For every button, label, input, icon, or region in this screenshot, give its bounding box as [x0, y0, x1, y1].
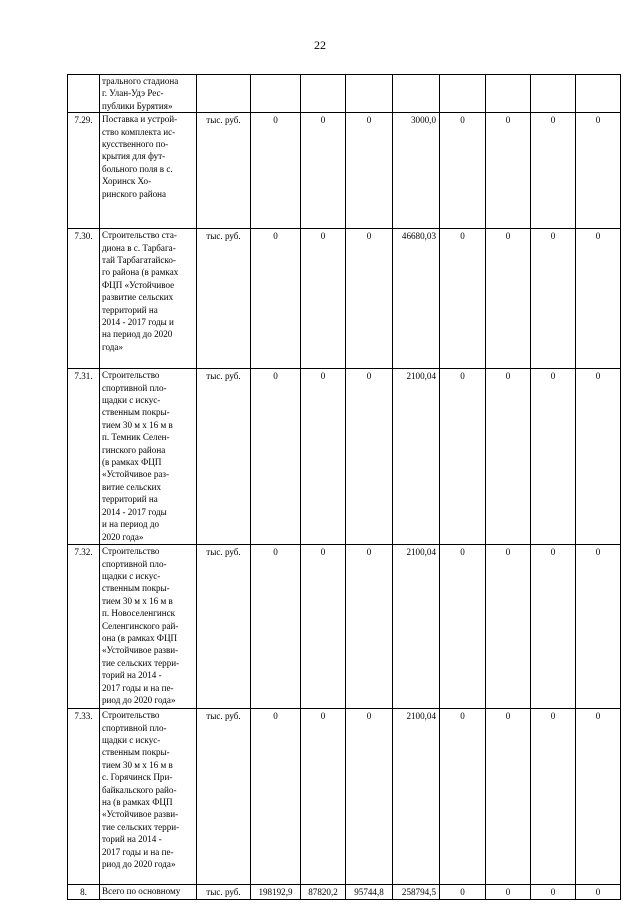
- value-cell: [576, 75, 621, 113]
- value-cell: 0: [440, 545, 486, 709]
- value-cell: 0: [346, 229, 393, 369]
- row-unit: [197, 75, 251, 113]
- value-cell: 0: [486, 545, 531, 709]
- value-cell: 0: [440, 369, 486, 545]
- value-cell: 3000,0: [393, 113, 440, 229]
- row-name: Поставка и устрой- ство комплекта ис- кусственного по- крытия для фут- больного поля в с. Хоринск Хо- ринского района: [100, 113, 197, 229]
- table-row: [68, 229, 621, 369]
- row-unit: тыс. руб.: [197, 369, 251, 545]
- value-cell: 0: [251, 709, 301, 885]
- row-number: 7.31.: [68, 369, 100, 545]
- budget-table: [67, 74, 621, 900]
- row-number: 7.30.: [68, 229, 100, 369]
- value-cell: 0: [486, 885, 531, 899]
- value-cell: [486, 75, 531, 113]
- value-cell: 0: [301, 369, 346, 545]
- value-cell: [301, 75, 346, 113]
- row-unit: тыс. руб.: [197, 229, 251, 369]
- value-cell: 0: [251, 113, 301, 229]
- value-cell: 2100,04: [393, 709, 440, 885]
- value-cell: 0: [486, 709, 531, 885]
- value-cell: 0: [440, 113, 486, 229]
- value-cell: 0: [576, 113, 621, 229]
- value-cell: 0: [531, 709, 576, 885]
- value-cell: 0: [486, 113, 531, 229]
- value-cell: 0: [440, 885, 486, 899]
- value-cell: [440, 75, 486, 113]
- value-cell: [251, 75, 301, 113]
- value-cell: 0: [440, 229, 486, 369]
- value-cell: 0: [346, 709, 393, 885]
- row-name: Всего по основному: [100, 885, 197, 899]
- value-cell: 0: [531, 545, 576, 709]
- value-cell: 2100,04: [393, 545, 440, 709]
- value-cell: 0: [531, 885, 576, 899]
- value-cell: 0: [301, 709, 346, 885]
- row-number: 8.: [68, 885, 100, 899]
- value-cell: [393, 75, 440, 113]
- value-cell: 0: [346, 113, 393, 229]
- value-cell: 0: [301, 113, 346, 229]
- row-number: 7.29.: [68, 113, 100, 229]
- row-number: 7.33.: [68, 709, 100, 885]
- value-cell: 0: [251, 369, 301, 545]
- value-cell: 0: [576, 229, 621, 369]
- value-cell: 0: [251, 229, 301, 369]
- value-cell: 0: [531, 229, 576, 369]
- row-name: Строительство спортивной пло- щадки с искус- ственным покры- тием 30 м х 16 м в п. Новоселенгинск Селенгинского рай- она (в рамках ФЦП «Устойчивое разви- тие сельских терри- торий на 2014 - 2017 годы и на пе- риод до 2020 года»: [100, 545, 197, 709]
- row-unit: тыс. руб.: [197, 545, 251, 709]
- table-row: [68, 885, 621, 899]
- value-cell: 0: [346, 369, 393, 545]
- value-cell: 0: [576, 545, 621, 709]
- row-unit: тыс. руб.: [197, 113, 251, 229]
- table-body: [68, 75, 621, 900]
- value-cell: 258794,5: [393, 885, 440, 899]
- value-cell: 198192,9: [251, 885, 301, 899]
- value-cell: 0: [301, 229, 346, 369]
- value-cell: 0: [576, 709, 621, 885]
- value-cell: 0: [486, 369, 531, 545]
- table-row: [68, 113, 621, 229]
- value-cell: 87820,2: [301, 885, 346, 899]
- value-cell: 0: [486, 229, 531, 369]
- value-cell: 0: [346, 545, 393, 709]
- value-cell: 0: [531, 369, 576, 545]
- table-row: [68, 369, 621, 545]
- value-cell: [531, 75, 576, 113]
- value-cell: 0: [251, 545, 301, 709]
- value-cell: 0: [576, 885, 621, 899]
- value-cell: 46680,03: [393, 229, 440, 369]
- value-cell: 0: [576, 369, 621, 545]
- value-cell: 95744,8: [346, 885, 393, 899]
- row-number: 7.32.: [68, 545, 100, 709]
- value-cell: [346, 75, 393, 113]
- value-cell: 2100,04: [393, 369, 440, 545]
- value-cell: 0: [440, 709, 486, 885]
- table-row: [68, 75, 621, 113]
- row-name: Строительство ста- диона в с. Тарбага- тай Тарбагатайско- го района (в рамках ФЦП «Устойчивое развитие сельских территорий на 2014 - 2017 годы и на период до 2020 года»: [100, 229, 197, 369]
- table-row: [68, 545, 621, 709]
- row-name: трального стадиона г. Улан-Удэ Рес- публики Бурятия»: [100, 75, 197, 113]
- value-cell: 0: [531, 113, 576, 229]
- table-row: [68, 709, 621, 885]
- row-number: [68, 75, 100, 113]
- page-number: 22: [314, 38, 326, 52]
- row-name: Строительство спортивной пло- щадки с искус- ственным покры- тием 30 м х 16 м в п. Темник Селен- гинского района (в рамках ФЦП «Устойчивое раз- витие сельских территорий на 2014 - 2017 годы и на период до 2020 года»: [100, 369, 197, 545]
- row-unit: тыс. руб.: [197, 709, 251, 885]
- value-cell: 0: [301, 545, 346, 709]
- row-unit: тыс. руб.: [197, 885, 251, 899]
- row-name: Строительство спортивной пло- щадки с искус- ственным покры- тием 30 м х 16 м в с. Горячинск При- байкальского райо- на (в рамках ФЦП «Устойчивое разви- тие сельских терри- торий на 2014 - 2017 годы и на пе- риод до 2020 года»: [100, 709, 197, 885]
